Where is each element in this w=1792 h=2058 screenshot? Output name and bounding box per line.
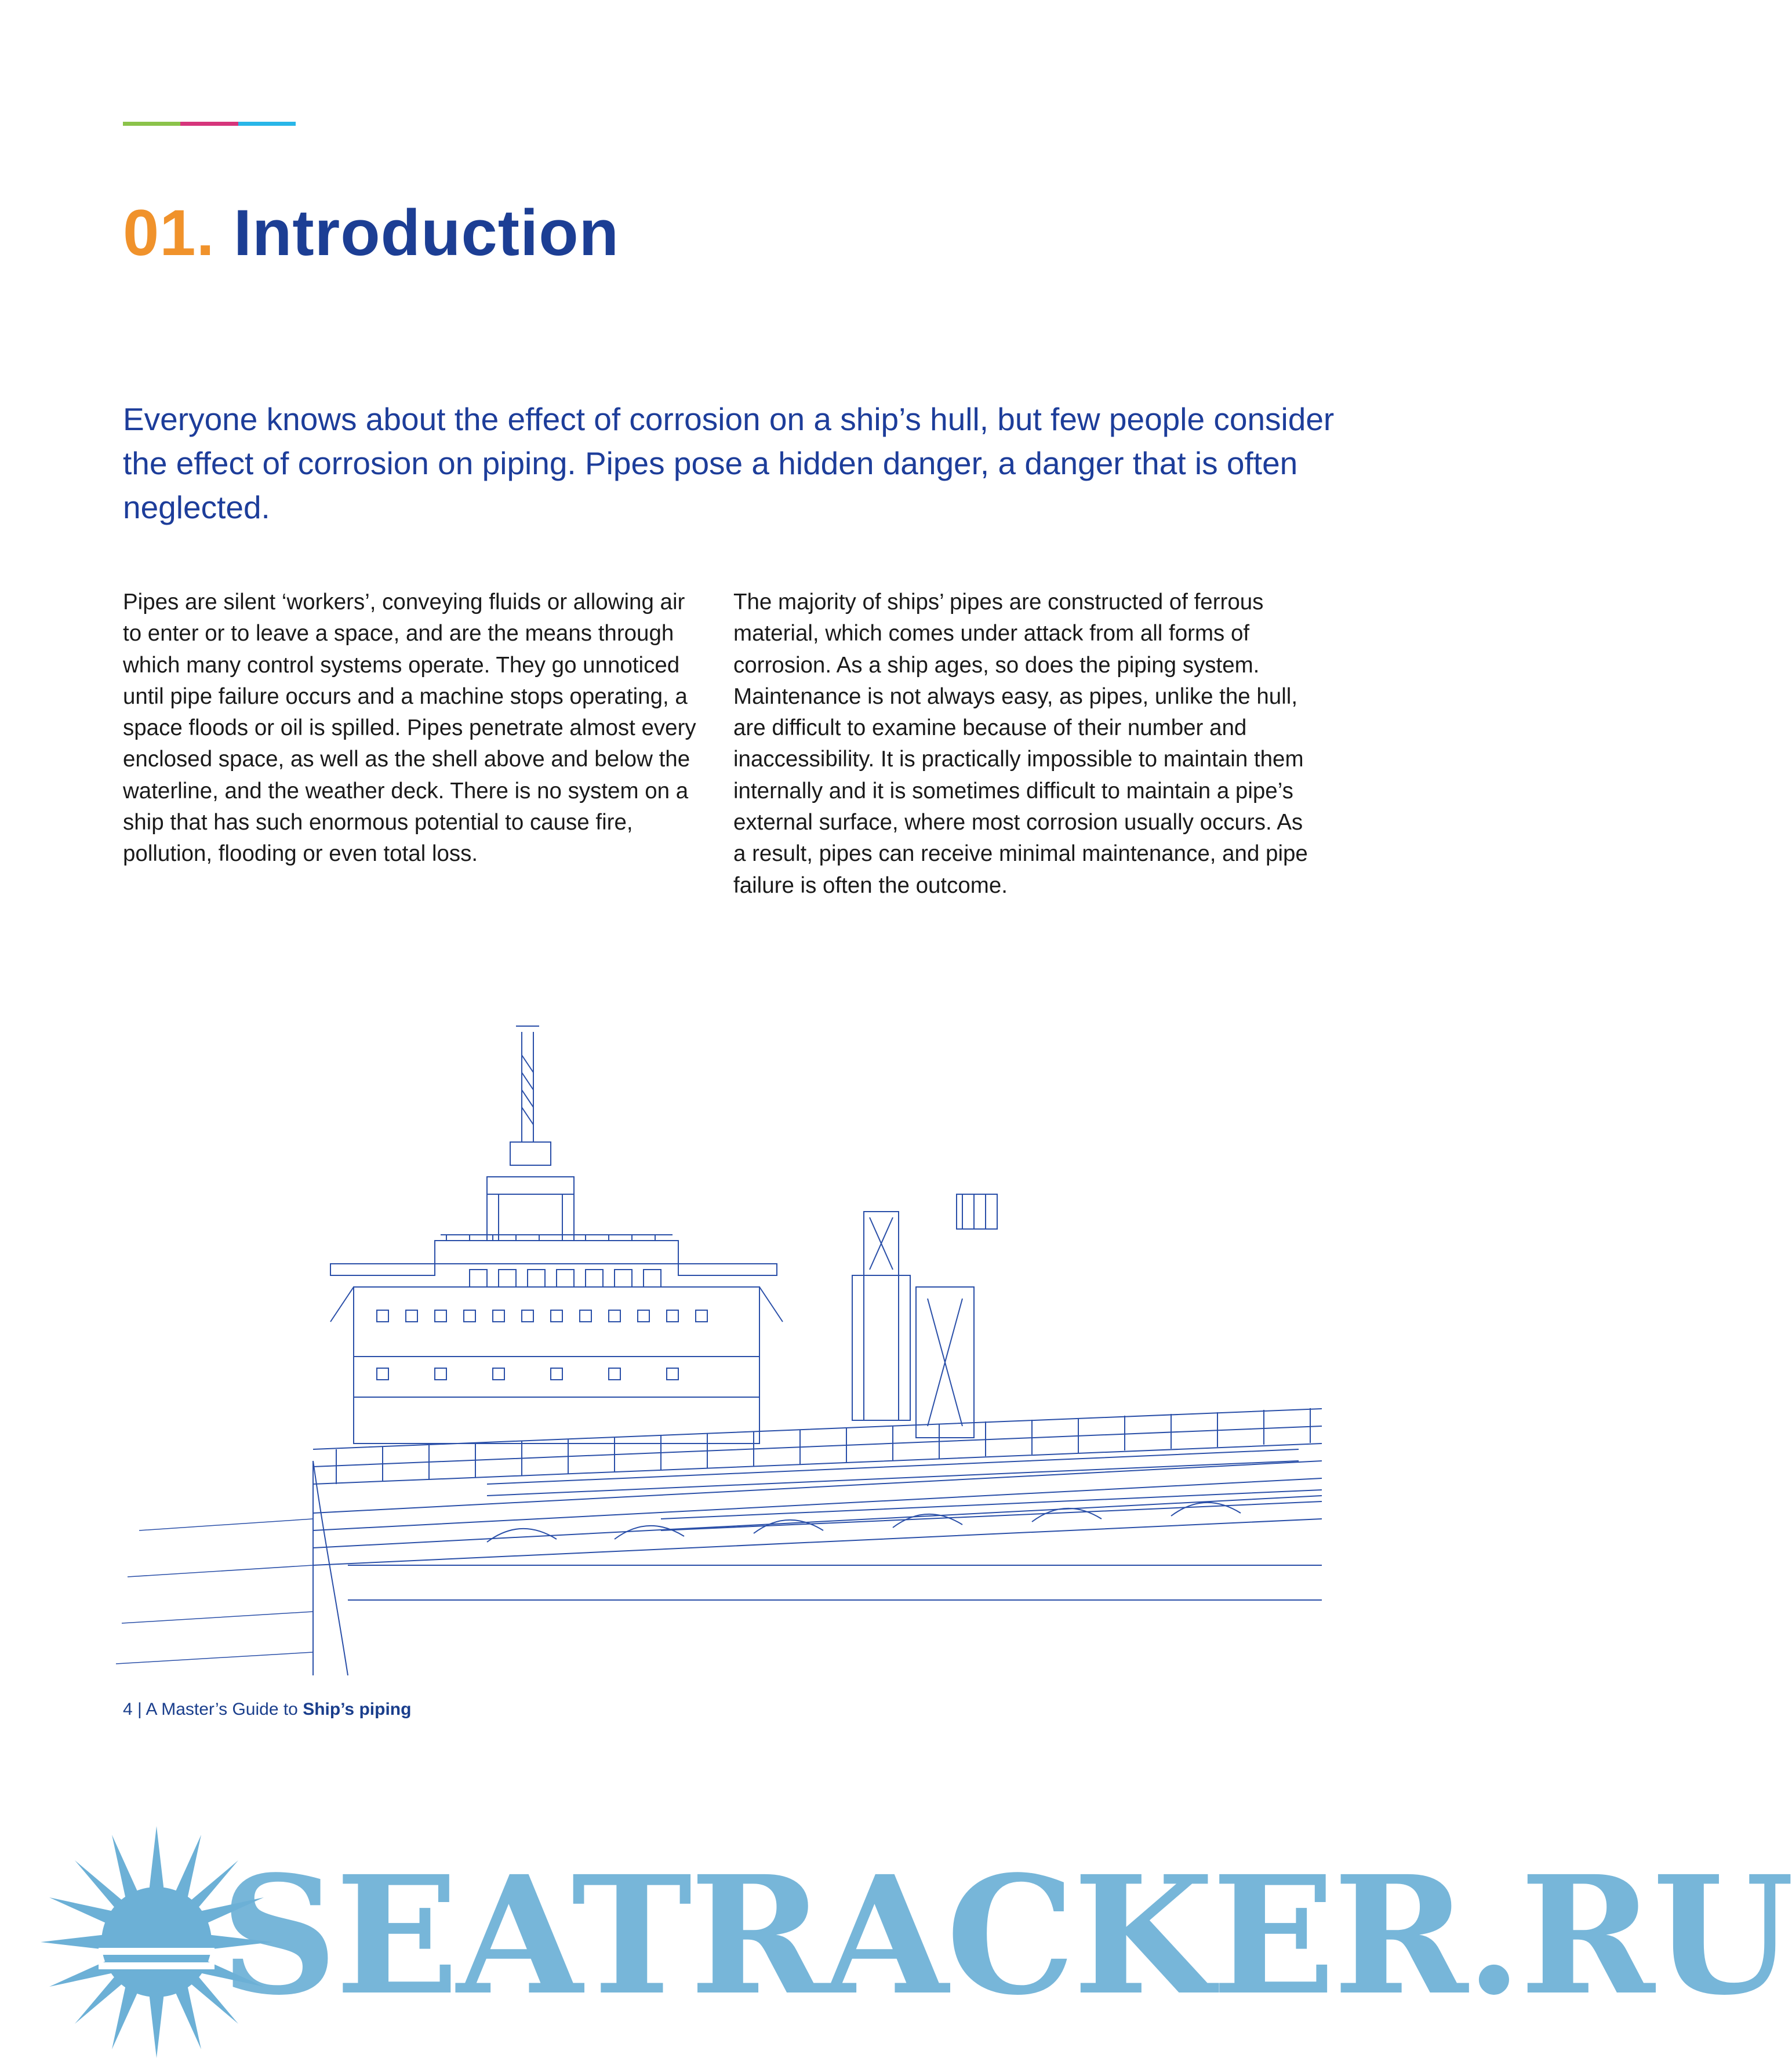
section-title: Introduction xyxy=(233,197,620,269)
accent-green xyxy=(123,122,180,126)
body-column-right: The majority of ships’ pipes are constructed of ferrous material, which comes under attack from all forms of corrosion. As a ship ages, so does the piping system. Maintenance is not always easy, as pipes, unlike the hull, are difficult to examine because of their number and inaccessibility. It is practically impossible to maintain them internally and it is sometimes difficult to maintain a pipe’s external surface, where most corrosion usually occurs. As a result, pipes can receive minimal maintenance, and pipe failure is often the outcome. xyxy=(733,590,1308,898)
page-title xyxy=(123,197,619,268)
page-footer xyxy=(123,1700,411,1719)
accent-pink xyxy=(180,122,238,126)
watermark-text: SEATRACKER.RU xyxy=(220,1841,1792,2031)
ship-deck-icon xyxy=(313,1020,1322,1675)
lead-paragraph: Everyone knows about the effect of corrosion on a ship’s hull, but few people consider the effect of corrosion on piping. Pipes pose a hidden danger, a danger that is often neglected. xyxy=(123,401,1335,525)
guide-prefix: A Master’s Guide to xyxy=(146,1700,298,1719)
ship-illustration xyxy=(313,1020,1322,1675)
footer-separator: | xyxy=(137,1700,142,1719)
body-column-left: Pipes are silent ‘workers’, conveying fluids or allowing air to enter or to leave a space, and are the means through which many control systems operate. They go unnoticed until pipe failure occurs and a machine stops operating, a space floods or oil is spilled. Pipes penetrate almost every enclosed space, as well as the shell above and below the waterline, and the weather deck. There is no system on a ship that has such enormous potential to cause fire, pollution, flooding or even total loss. xyxy=(123,590,696,867)
accent-bar xyxy=(123,122,296,126)
page-number: 4 xyxy=(123,1700,133,1719)
section-number: 01. xyxy=(123,197,215,269)
watermark xyxy=(0,1820,1792,2034)
guide-topic: Ship’s piping xyxy=(303,1700,412,1719)
accent-cyan xyxy=(238,122,296,126)
